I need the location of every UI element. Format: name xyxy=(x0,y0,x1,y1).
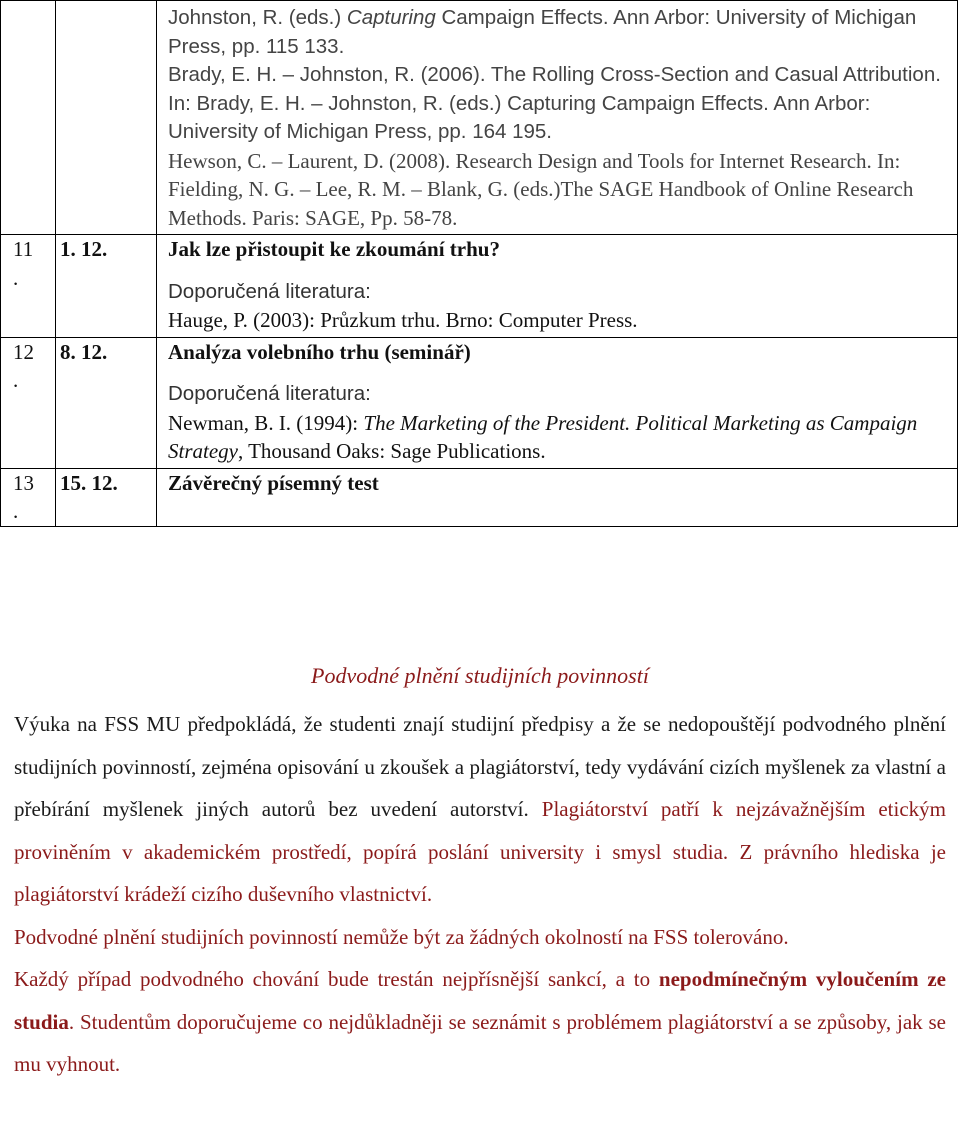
topic-title: Jak lze přistoupit ke zkoumání trhu? xyxy=(168,237,500,261)
paragraph-bold: nepodmínečným vyloučením ze studia xyxy=(14,967,947,1034)
reference-text: Campaign Effects. Ann Arbor: University of Michigan Press, pp. 115 133. xyxy=(168,6,917,58)
schedule-row-references xyxy=(1,1,958,235)
academic-integrity-section xyxy=(14,663,946,1086)
topic-title: Analýza volebního trhu (seminář) xyxy=(168,339,471,364)
row-date: 8. 12. xyxy=(56,337,157,468)
literature-entry xyxy=(168,409,951,468)
literature-text: , Thousand Oaks: Sage Publications. xyxy=(237,439,546,463)
row-number xyxy=(1,468,56,526)
paragraph-text-emphasis: Plagiátorství patří k nejzávažnějším etickým proviněním v akademickém prostředí, popírá poslání university i smysl studia. Z právního hlediska je plagiátorství krádeží cizího duševního vlastnictví. xyxy=(14,797,946,906)
paragraph-text: . Studentům doporučujeme co nejdůkladněji se seznámit s problémem plagiátorství a se způsoby, jak se mu vyhnout. xyxy=(14,1009,946,1076)
schedule-row xyxy=(1,235,958,338)
date-cell xyxy=(56,1,157,235)
row-number xyxy=(1,235,56,338)
topic-title: Závěrečný písemný test xyxy=(168,470,379,495)
literature-italic: The Marketing of the President. Political Marketing as Campaign Strategy xyxy=(168,410,918,463)
literature-text: Newman, B. I. (1994): xyxy=(168,410,364,435)
reference-entry xyxy=(168,4,951,61)
row-topic xyxy=(157,337,958,468)
row-topic xyxy=(157,235,958,338)
literature-entry: Hauge, P. (2003): Průzkum trhu. Brno: Computer Press. xyxy=(168,308,638,332)
row-number-value: 13 xyxy=(13,470,34,495)
course-schedule-table xyxy=(0,0,958,527)
row-number-value: 11 xyxy=(13,237,34,261)
row-number-dot: . xyxy=(13,265,19,290)
reference-entry: Hewson, C. – Laurent, D. (2008). Research Design and Tools for Internet Research. In: Fielding, N. G. – Lee, R. M. – Blank, G. (eds.)The SAGE Handbook of Online Research Methods. Paris: SAGE, Pp. 58-78. xyxy=(168,148,914,230)
row-topic xyxy=(157,468,958,526)
reference-text: Johnston, R. (eds.) xyxy=(168,6,347,29)
integrity-paragraph xyxy=(14,703,946,916)
paragraph-text: Každý případ podvodného chování bude trestán nejpřísnější sankcí, a to xyxy=(14,967,659,991)
references-cell xyxy=(157,1,958,235)
literature-label: Doporučená literatura: xyxy=(168,382,371,405)
reference-entry: Brady, E. H. – Johnston, R. (2006). The Rolling Cross-Section and Casual Attribution. In: Brady, E. H. – Johnston, R. (eds.) Capturing Campaign Effects. Ann Arbor: University of Michigan Press, pp. 164 195. xyxy=(168,63,941,143)
reference-italic: Capturing xyxy=(346,6,436,29)
row-date: 1. 12. xyxy=(56,235,157,338)
schedule-row xyxy=(1,468,958,526)
section-title: Podvodné plnění studijních povinností xyxy=(311,663,649,688)
row-date: 15. 12. xyxy=(56,468,157,526)
integrity-paragraph: Podvodné plnění studijních povinností nemůže být za žádných okolností na FSS tolerováno. xyxy=(14,924,789,949)
literature-label: Doporučená literatura: xyxy=(168,279,371,303)
row-number-value: 12 xyxy=(13,339,34,364)
integrity-paragraph xyxy=(14,958,946,1086)
paragraph-text: Výuka na FSS MU předpokládá, že studenti znají studijní předpisy a že se nedopouštějí podvodného plnění studijních povinností, zejména opisování u zkoušek a plagiátorství, tedy vydávání cizích myšlenek za vlastní a přebírání myšlenek jiných autorů bez uvedení autorství. xyxy=(14,712,946,821)
row-number-dot: . xyxy=(13,499,19,523)
num-cell xyxy=(1,1,56,235)
schedule-row xyxy=(1,337,958,468)
row-number-dot: . xyxy=(13,368,19,392)
row-number xyxy=(1,337,56,468)
